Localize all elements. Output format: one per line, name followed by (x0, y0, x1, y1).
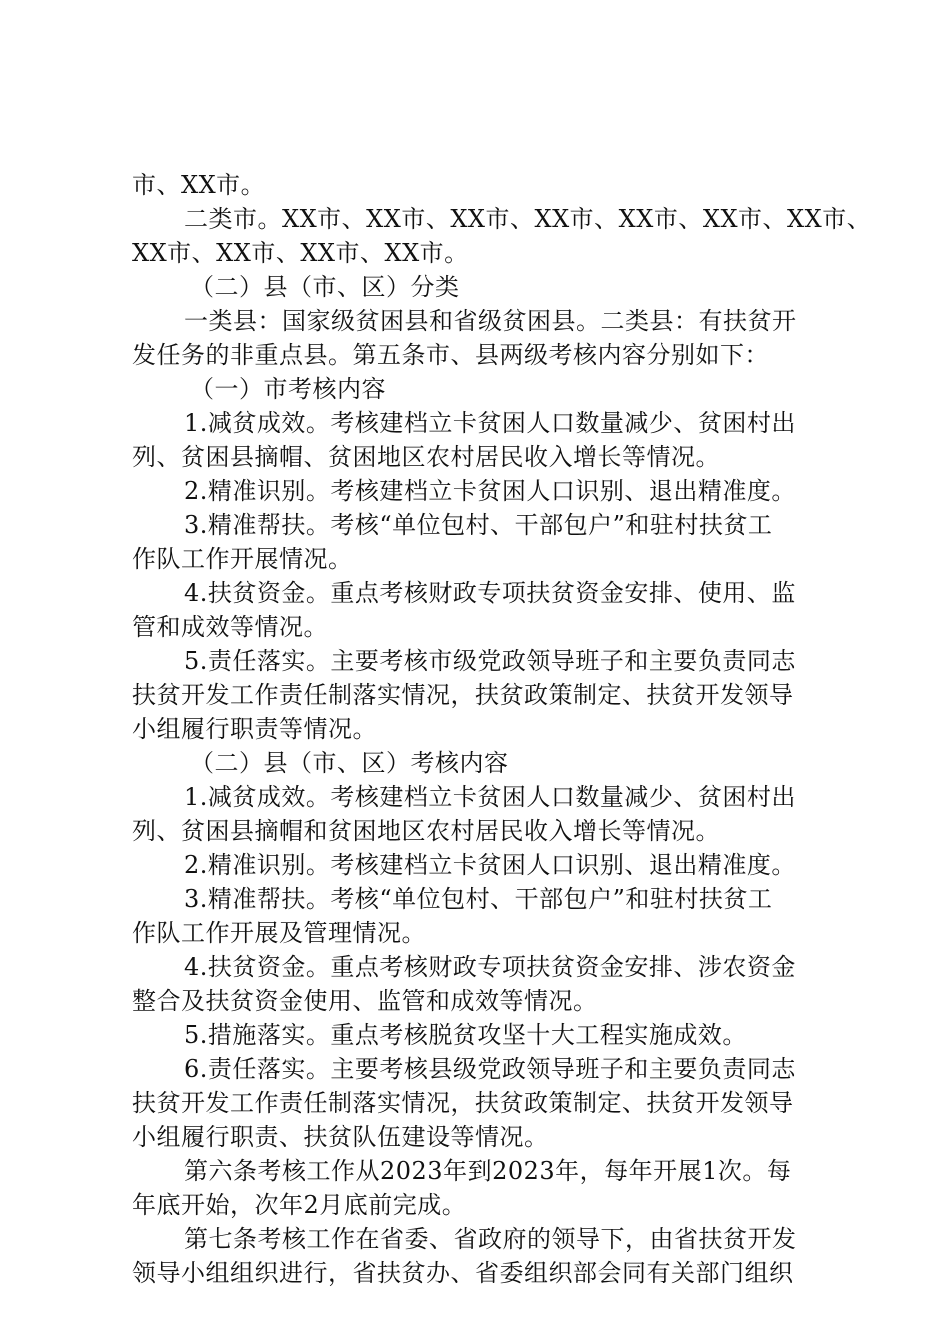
text-line: 1.减贫成效。考核建档立卡贫困人口数量减少、贫困村出 (184, 409, 796, 437)
text-line: 管和成效等情况。 (132, 613, 328, 641)
text-line: 整合及扶贫资金使用、监管和成效等情况。 (132, 987, 598, 1015)
text-line: 领导小组组织进行，省扶贫办、省委组织部会同有关部门组织 (132, 1259, 794, 1287)
text-line: 2.精准识别。考核建档立卡贫困人口识别、退出精准度。 (184, 477, 796, 505)
text-line: 发任务的非重点县。第五条市、县两级考核内容分别如下： (132, 341, 769, 369)
text-line: 4.扶贫资金。重点考核财政专项扶贫资金安排、涉农资金 (184, 953, 796, 981)
text-line: 5.措施落实。重点考核脱贫攻坚十大工程实施成效。 (184, 1021, 747, 1049)
text-line: 扶贫开发工作责任制落实情况，扶贫政策制定、扶贫开发领导 (132, 1089, 794, 1117)
text-line: 年底开始，次年2月底前完成。 (132, 1191, 467, 1219)
text-line: 作队工作开展及管理情况。 (132, 919, 426, 947)
text-line: 第六条考核工作从2023年到2023年，每年开展1次。每 (184, 1157, 792, 1185)
text-line: 列、贫困县摘帽和贫困地区农村居民收入增长等情况。 (132, 817, 720, 845)
text-line: 小组履行职责、扶贫队伍建设等情况。 (132, 1123, 549, 1151)
text-line: 5.责任落实。主要考核市级党政领导班子和主要负责同志 (184, 647, 796, 675)
text-line: 小组履行职责等情况。 (132, 715, 377, 743)
text-line: 2.精准识别。考核建档立卡贫困人口识别、退出精准度。 (184, 851, 796, 879)
document-body (132, 168, 872, 1290)
text-line: 3.精准帮扶。考核“单位包村、干部包户”和驻村扶贫工 (184, 511, 773, 539)
section-heading: （一）市考核内容 (190, 375, 386, 403)
text-line: 市、XX市。 (132, 171, 266, 199)
text-line: 作队工作开展情况。 (132, 545, 353, 573)
text-line: 6.责任落实。主要考核县级党政领导班子和主要负责同志 (184, 1055, 796, 1083)
text-line: 第七条考核工作在省委、省政府的领导下，由省扶贫开发 (184, 1225, 797, 1253)
section-heading: （二）县（市、区）分类 (190, 273, 460, 301)
text-line: 4.扶贫资金。重点考核财政专项扶贫资金安排、使用、监 (184, 579, 796, 607)
text-line: 二类市。XX市、XX市、XX市、XX市、XX市、XX市、XX市、 (184, 205, 872, 233)
text-line: XX市、XX市、XX市、XX市。 (132, 239, 469, 267)
text-line: 1.减贫成效。考核建档立卡贫困人口数量减少、贫困村出 (184, 783, 796, 811)
text-line: 一类县：国家级贫困县和省级贫困县。二类县：有扶贫开 (184, 307, 797, 335)
text-line: 扶贫开发工作责任制落实情况，扶贫政策制定、扶贫开发领导 (132, 681, 794, 709)
text-line: 3.精准帮扶。考核“单位包村、干部包户”和驻村扶贫工 (184, 885, 773, 913)
text-line: 列、贫困县摘帽、贫困地区农村居民收入增长等情况。 (132, 443, 720, 471)
section-heading: （二）县（市、区）考核内容 (190, 749, 509, 777)
